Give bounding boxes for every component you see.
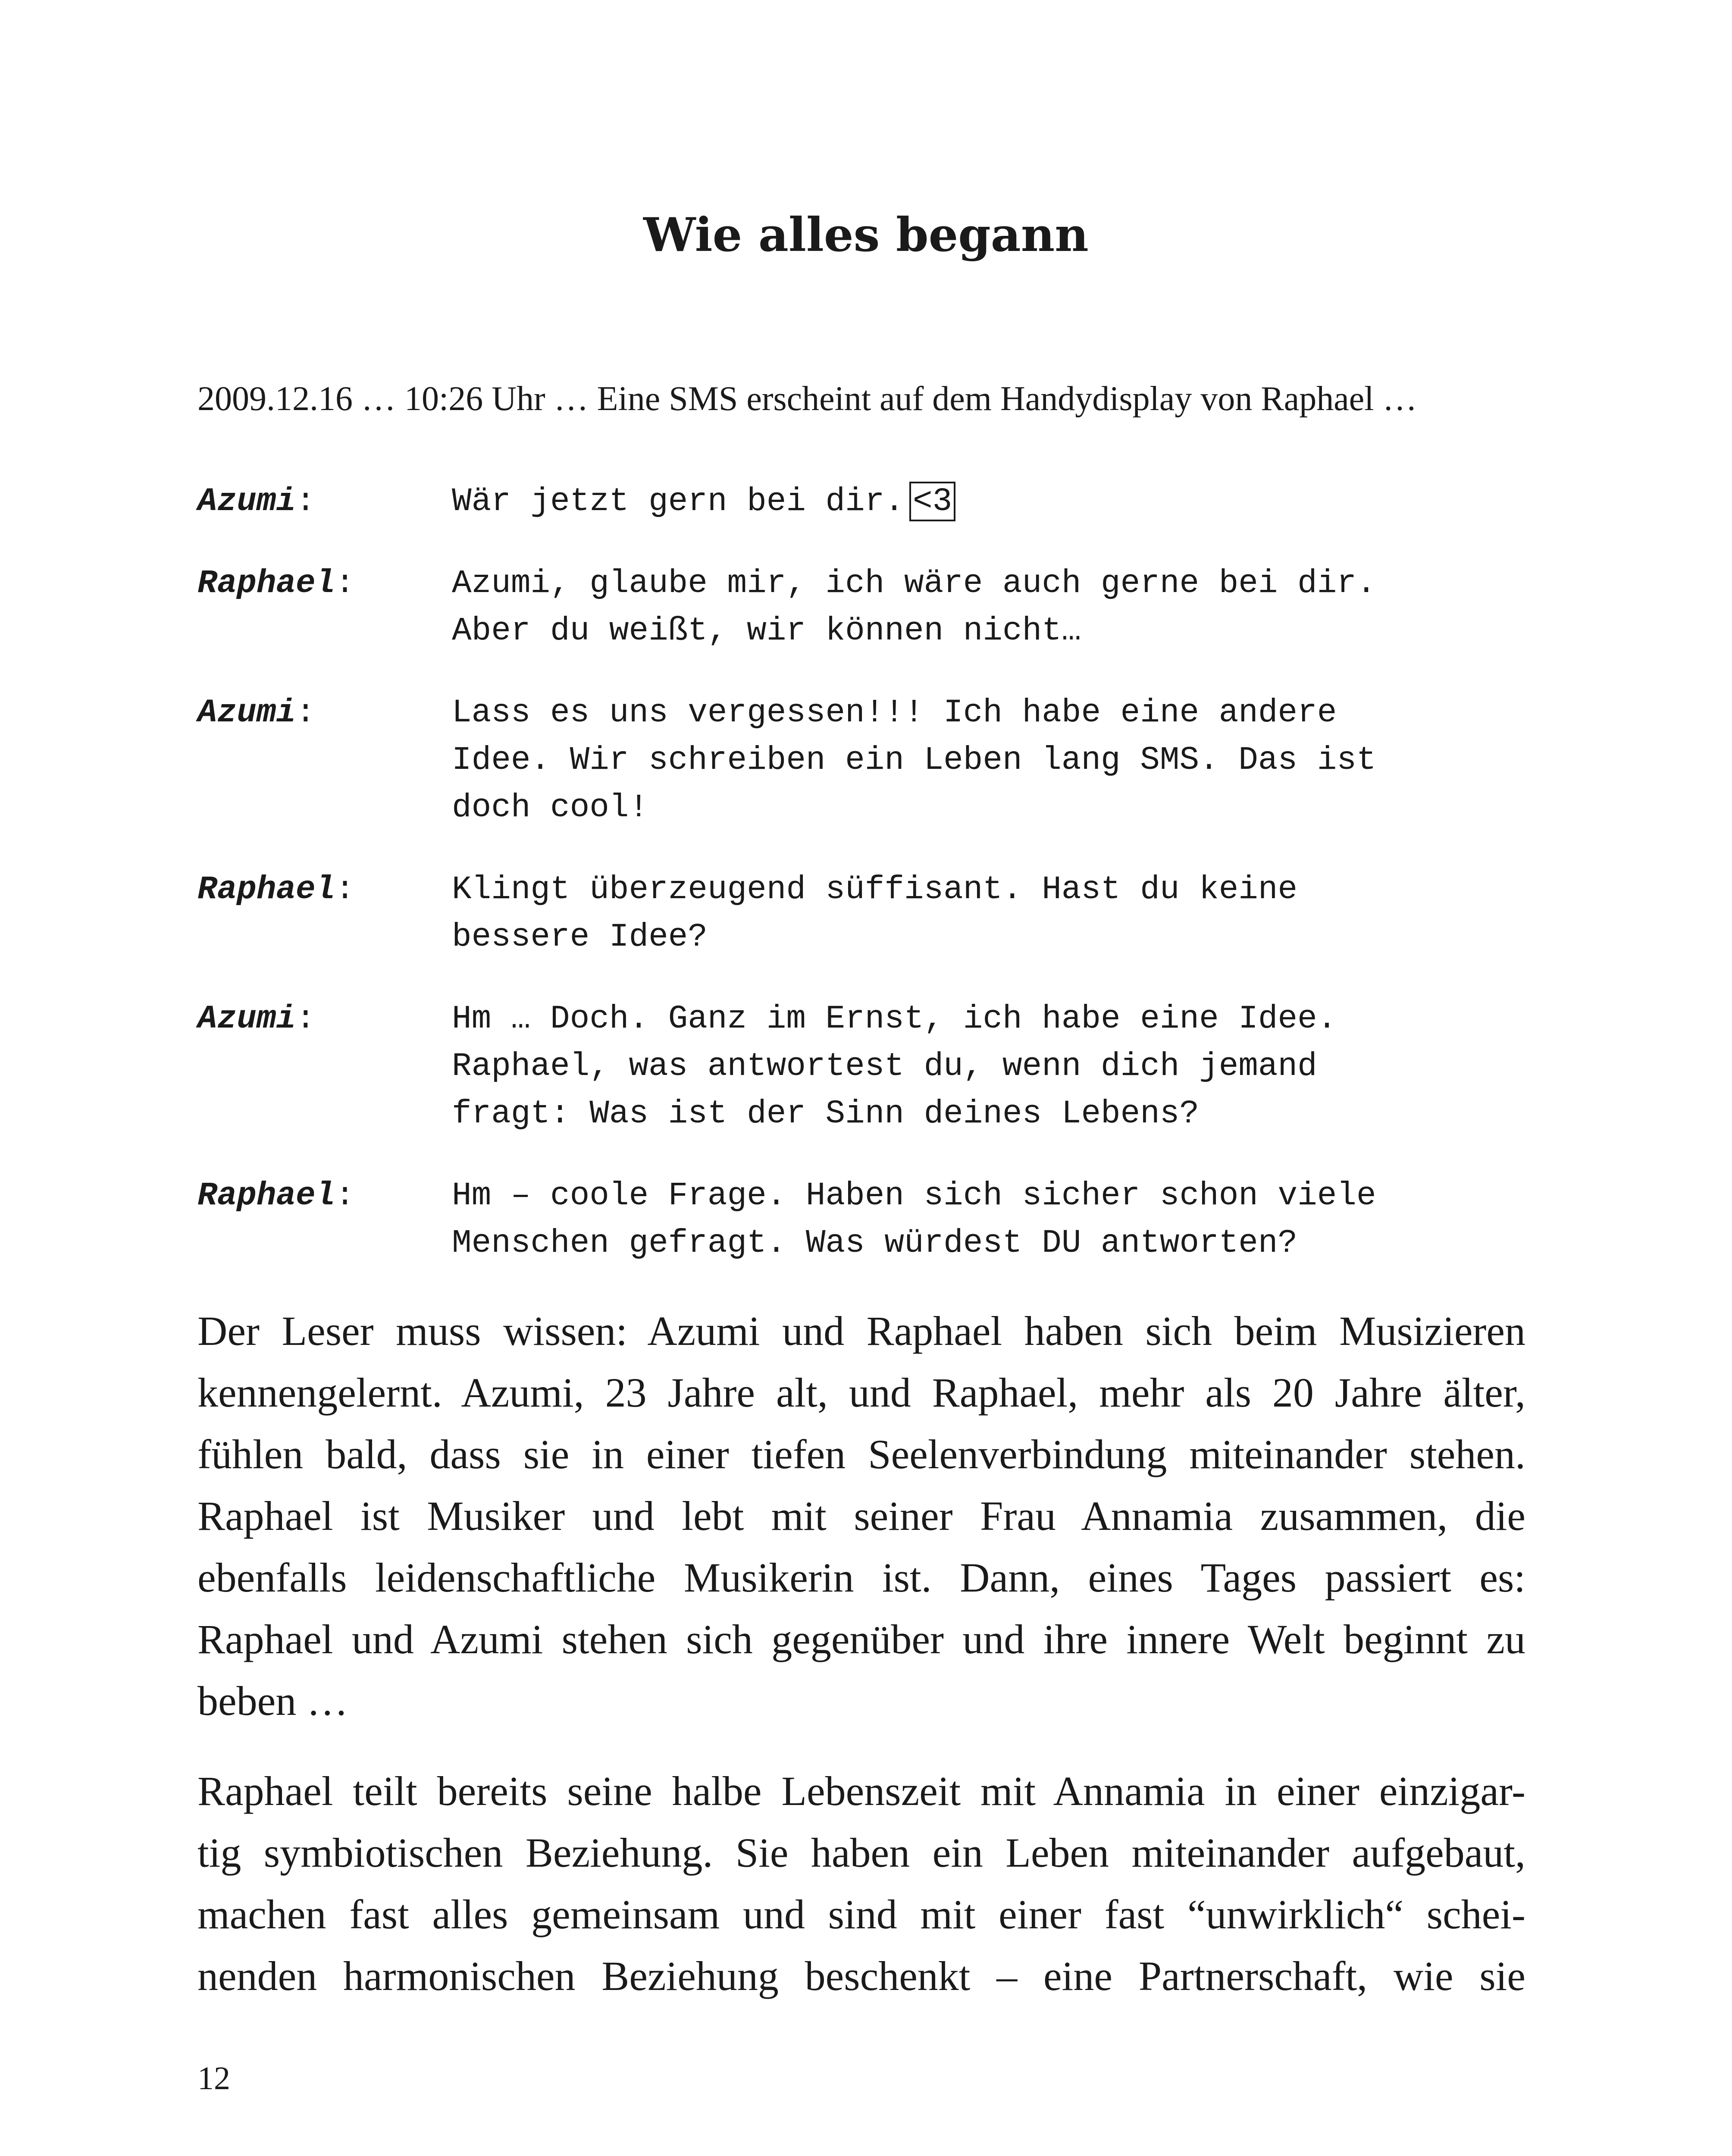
- paragraph-line: beben …: [197, 1678, 348, 1724]
- message-line: Wär jetzt gern bei dir.: [452, 483, 904, 520]
- speaker-name: Raphael: [197, 565, 335, 602]
- speaker-name: Azumi: [197, 1000, 296, 1037]
- speaker-name: Azumi: [197, 694, 296, 731]
- paragraph-line: kennengelernt. Azumi, 23 Jahre alt, und Raphael, mehr als 20 Jahre älter,: [197, 1369, 1525, 1416]
- message-line: Raphael, was antwortest du, wenn dich jemand: [452, 1048, 1317, 1085]
- message-line: Hm … Doch. Ganz im Ernst, ich habe eine Idee.: [452, 1000, 1337, 1037]
- message-line: Menschen gefragt. Was würdest DU antworten?: [452, 1225, 1298, 1262]
- speaker-name: Raphael: [197, 871, 335, 908]
- paragraph-line: tig symbiotischen Beziehung. Sie haben ein Leben miteinander aufgebaut,: [197, 1830, 1525, 1876]
- speaker-name: Azumi: [197, 483, 296, 520]
- paragraph-line: ebenfalls leidenschaftliche Musikerin ist. Dann, eines Tages passiert es:: [197, 1554, 1525, 1601]
- paragraph-line: Raphael teilt bereits seine halbe Lebenszeit mit Annamia in einer einzigar-: [197, 1768, 1525, 1814]
- paragraph-line: Raphael ist Musiker und lebt mit seiner Frau Annamia zusammen, die: [197, 1493, 1525, 1539]
- paragraph-line: Raphael und Azumi stehen sich gegenüber und ihre innere Welt beginnt zu: [197, 1616, 1525, 1662]
- message-2: Raphael: Azumi, glaube mir, ich wäre auch gerne bei dir. Aber du weißt, wir können nicht…: [197, 560, 1551, 655]
- message-5: Azumi: Hm … Doch. Ganz im Ernst, ich habe eine Idee. Raphael, was antwortest du, wenn dich jemand fragt: Was ist der Sinn deines Lebens?: [197, 995, 1551, 1138]
- message-4: Raphael: Klingt überzeugend süffisant. Hast du keine bessere Idee?: [197, 866, 1551, 961]
- message-line: fragt: Was ist der Sinn deines Lebens?: [452, 1095, 1200, 1132]
- message-line: Idee. Wir schreiben ein Leben lang SMS. Das ist: [452, 742, 1376, 779]
- message-1: Azumi: Wär jetzt gern bei dir. <3: [197, 478, 1551, 525]
- paragraph-line: Der Leser muss wissen: Azumi und Raphael haben sich beim Musizieren: [197, 1308, 1525, 1354]
- message-line: bessere Idee?: [452, 918, 708, 956]
- message-line: Hm – coole Frage. Haben sich sicher schon viele: [452, 1177, 1376, 1214]
- chapter-title: Wie alles begann: [643, 208, 1089, 262]
- message-line: Azumi, glaube mir, ich wäre auch gerne bei dir.: [452, 565, 1376, 602]
- message-6: Raphael: Hm – coole Frage. Haben sich sicher schon viele Menschen gefragt. Was würdest DU antworten?: [197, 1172, 1551, 1267]
- paragraph-line: nenden harmonischen Beziehung beschenkt – eine Partnerschaft, wie sie: [197, 1953, 1525, 1999]
- sms-dialog: [197, 478, 1551, 1301]
- message-line: Lass es uns vergessen!!! Ich habe eine andere: [452, 694, 1337, 731]
- intro-line: 2009.12.16 … 10:26 Uhr … Eine SMS erscheint auf dem Handydisplay von Raphael …: [197, 380, 1417, 418]
- page-number: 12: [197, 2060, 230, 2096]
- heart-emoticon: <3: [909, 482, 955, 521]
- paragraph-1: [197, 1300, 1525, 1732]
- message-line: doch cool!: [452, 789, 649, 826]
- message-3: Azumi: Lass es uns vergessen!!! Ich habe eine andere Idee. Wir schreiben ein Leben lang SMS. Das ist doch cool!: [197, 689, 1551, 831]
- message-line: Aber du weißt, wir können nicht…: [452, 612, 1081, 649]
- paragraph-line: fühlen bald, dass sie in einer tiefen Seelenverbindung miteinander stehen.: [197, 1431, 1525, 1477]
- message-line: Klingt überzeugend süffisant. Hast du keine: [452, 871, 1298, 908]
- paragraph-line: machen fast alles gemeinsam und sind mit einer fast “unwirklich“ schei-: [197, 1891, 1525, 1937]
- paragraph-2: [197, 1760, 1525, 2007]
- speaker-name: Raphael: [197, 1177, 335, 1214]
